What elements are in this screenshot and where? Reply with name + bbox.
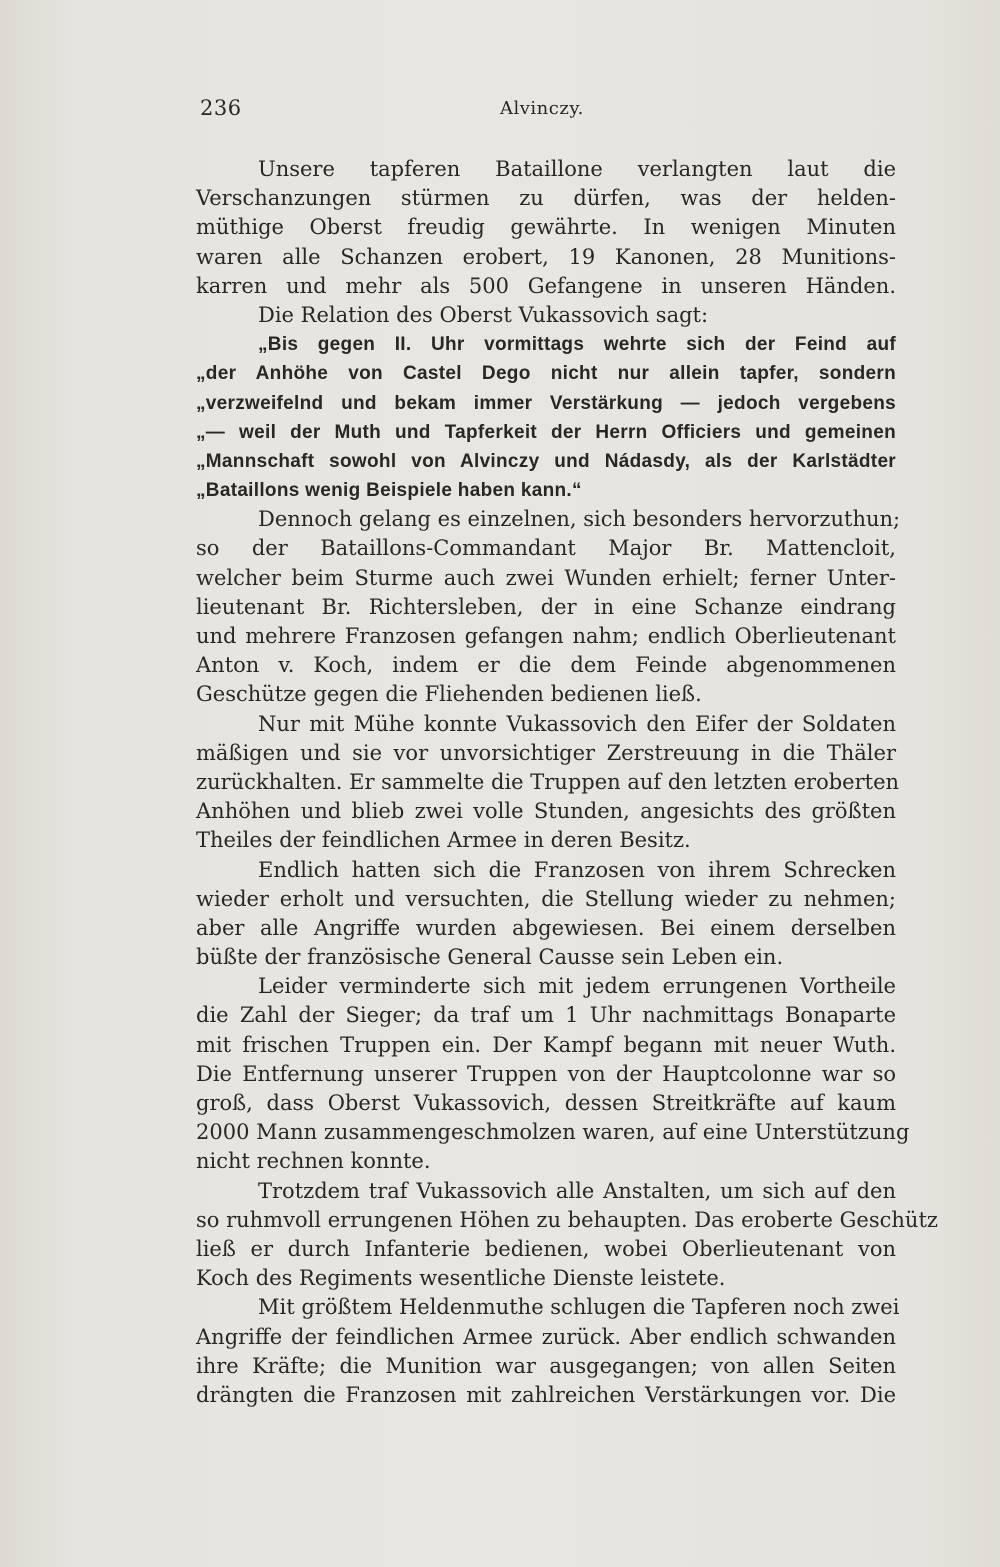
text-line: Theiles der feindlichen Armee in deren Besitz.	[196, 828, 691, 853]
quote-line: „verzweifelnd und bekam immer Verstärkung — jedoch vergebens	[196, 392, 896, 414]
text-line: drängten die Franzosen mit zahlreichen Verstärkungen vor. Die	[196, 1382, 896, 1407]
text-line: ihre Kräfte; die Munition war ausgegangen; von allen Seiten	[196, 1353, 896, 1378]
text-line: lieutenant Br. Richtersleben, der in eine Schanze eindrang	[196, 594, 896, 619]
text-line: aber alle Angriffe wurden abgewiesen. Bei einem derselben	[196, 915, 896, 940]
text-line: Nur mit Mühe konnte Vukassovich den Eifer der Soldaten	[258, 711, 896, 736]
text-line: mäßigen und sie vor unvorsichtiger Zerstreuung in die Thäler	[196, 740, 896, 765]
text-line: Verschanzungen stürmen zu dürfen, was der helden-	[196, 186, 896, 211]
text-line: Mit größtem Heldenmuthe schlugen die Tapferen noch zwei	[258, 1295, 900, 1320]
text-line: Trotzdem traf Vukassovich alle Anstalten, um sich auf den	[258, 1178, 896, 1203]
text-line: müthige Oberst freudig gewährte. In wenigen Minuten	[196, 215, 896, 240]
text-line: Angriffe der feindlichen Armee zurück. Aber endlich schwanden	[196, 1324, 896, 1349]
text-line: karren und mehr als 500 Gefangene in unseren Händen.	[196, 273, 896, 298]
running-title: Alvinczy.	[500, 98, 584, 119]
text-line: Die Entfernung unserer Truppen von der Hauptcolonne war so	[196, 1061, 896, 1086]
text-line: die Zahl der Sieger; da traf um 1 Uhr nachmittags Bonaparte	[196, 1003, 896, 1028]
text-line: ließ er durch Infanterie bedienen, wobei Oberlieutenant von	[196, 1236, 896, 1261]
text-line: mit frischen Truppen ein. Der Kampf begann mit neuer Wuth.	[196, 1032, 896, 1057]
text-line: Endlich hatten sich die Franzosen von ihrem Schrecken	[258, 857, 896, 882]
running-head	[200, 96, 900, 132]
text-line: nicht rechnen konnte.	[196, 1149, 431, 1174]
text-line: groß, dass Oberst Vukassovich, dessen Streitkräfte auf kaum	[196, 1091, 896, 1115]
text-line: Anhöhen und blieb zwei volle Stunden, angesichts des größten	[196, 799, 896, 824]
body-text	[196, 155, 938, 1410]
text-line: zurückhalten. Er sammelte die Truppen auf den letzten eroberten	[196, 769, 900, 794]
quote-line: „— weil der Muth und Tapferkeit der Herrn Officiers und gemeinen	[196, 421, 896, 443]
text-line: Anton v. Koch, indem er die dem Feinde abgenommenen	[196, 653, 896, 678]
text-line: 2000 Mann zusammengeschmolzen waren, auf eine Unterstützung	[196, 1120, 910, 1145]
text-line: Dennoch gelang es einzelnen, sich besonders hervorzuthun;	[258, 507, 901, 532]
quote-line: „der Anhöhe von Castel Dego nicht nur allein tapfer, sondern	[196, 363, 896, 385]
text-line: Leider verminderte sich mit jedem errungenen Vortheile	[258, 974, 896, 999]
text-line: so ruhmvoll errungenen Höhen zu behaupten. Das eroberte Geschütz	[196, 1207, 938, 1232]
text-line: und mehrere Franzosen gefangen nahm; endlich Oberlieutenant	[196, 624, 896, 648]
page-number: 236	[200, 96, 242, 120]
text-line: waren alle Schanzen erobert, 19 Kanonen, 28 Munitions-	[196, 244, 896, 269]
quote-line: „Bataillons wenig Beispiele haben kann.“	[196, 480, 582, 502]
text-line: welcher beim Sturme auch zwei Wunden erhielt; ferner Unter-	[196, 565, 896, 590]
text-line: Geschütze gegen die Fliehenden bedienen ließ.	[196, 682, 702, 707]
text-line: Die Relation des Oberst Vukassovich sagt:	[258, 302, 709, 327]
text-line: Unsere tapferen Bataillone verlangten laut die	[258, 157, 896, 181]
text-line: büßte der französische General Causse sein Leben ein.	[196, 945, 784, 970]
text-line: wieder erholt und versuchten, die Stellung wieder zu nehmen;	[196, 886, 896, 911]
quote-line: „Bis gegen II. Uhr vormittags wehrte sich der Feind auf	[258, 334, 896, 356]
text-line: Koch des Regiments wesentliche Dienste leistete.	[196, 1266, 726, 1291]
quote-line: „Mannschaft sowohl von Alvinczy und Nádasdy, als der Karlstädter	[196, 450, 896, 472]
text-line: so der Bataillons-Commandant Major Br. Mattencloit,	[196, 536, 896, 561]
